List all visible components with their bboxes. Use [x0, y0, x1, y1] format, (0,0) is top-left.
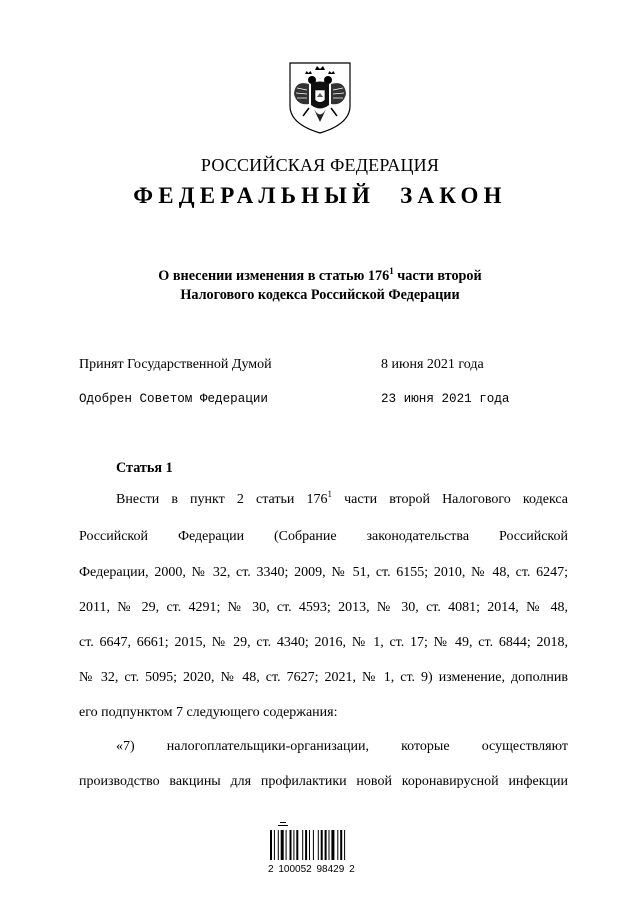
duma-adoption-date: 8 июня 2021 года [381, 357, 484, 372]
document-type-title: ФЕДЕРАЛЬНЫЙ ЗАКОН [133, 183, 507, 208]
barcode-number: 2 100052 98429 2 [268, 864, 355, 875]
barcode-bar [302, 830, 303, 860]
article-paragraph-line: Федерации, 2000, № 32, ст. 3340; 2009, № 51, ст. 6155; 2010, № 48, ст. 6247; [79, 565, 568, 580]
article-paragraph-line: № 32, ст. 5095; 2020, № 48, ст. 7627; 2021, № 1, ст. 9) изменение, дополнив [79, 670, 568, 685]
barcode-bar [329, 830, 330, 860]
barcode-bar [325, 830, 327, 860]
quote-line: «7) налогоплательщики-организации, которые осуществляют [116, 739, 568, 754]
barcode-bar [270, 830, 272, 860]
article-paragraph-line: его подпунктом 7 следующего содержания: [79, 705, 338, 720]
barcode-icon [262, 816, 376, 886]
barcode-bar [290, 830, 292, 860]
article-paragraph-line: Российской Федерации (Собрание законодательства Российской [79, 529, 568, 544]
barcode-bar [293, 830, 294, 860]
article-paragraph-line: 2011, № 29, ст. 4291; № 30, ст. 4593; 2013, № 30, ст. 4081; 2014, № 48, [79, 600, 568, 615]
council-approval-date: 23 июня 2021 года [381, 392, 510, 406]
barcode-bar [313, 830, 314, 860]
council-approval-label: Одобрен Советом Федерации [79, 392, 268, 406]
barcode-bar [278, 830, 279, 860]
article-paragraph-line: Внести в пункт 2 статьи $176^1$ части второй Налогового кодекса [116, 489, 568, 507]
barcode-bar [281, 830, 284, 860]
barcode-bar [286, 830, 287, 860]
subject-line-1: О внесении изменения в статью $176^1$ части второй [158, 266, 482, 284]
quote-line: производство вакцины для профилактики новой коронавирусной инфекции [79, 774, 568, 789]
law-subject [0, 267, 640, 305]
barcode-bar [331, 830, 334, 860]
country-name: РОССИЙСКАЯ ФЕДЕРАЦИЯ [200, 155, 440, 175]
article-paragraph-line: ст. 6647, 6661; 2015, № 29, ст. 4340; 2016, № 1, ст. 17; № 49, ст. 6844; 2018, [79, 635, 568, 650]
barcode-bar [305, 830, 307, 860]
article-heading: Статья 1 [116, 460, 173, 476]
barcode-bar [321, 830, 323, 860]
coat-of-arms-icon [287, 60, 353, 136]
barcode-bar [296, 830, 298, 860]
barcode-bar [337, 830, 338, 860]
barcode-bar [318, 830, 319, 860]
barcode-bar [344, 830, 345, 860]
barcode-bar [340, 830, 342, 860]
subject-line-2: Налогового кодекса Российской Федерации [180, 287, 460, 303]
barcode-bar [274, 830, 275, 860]
barcode-bar [309, 830, 310, 860]
duma-adoption-label: Принят Государственной Думой [79, 357, 272, 372]
